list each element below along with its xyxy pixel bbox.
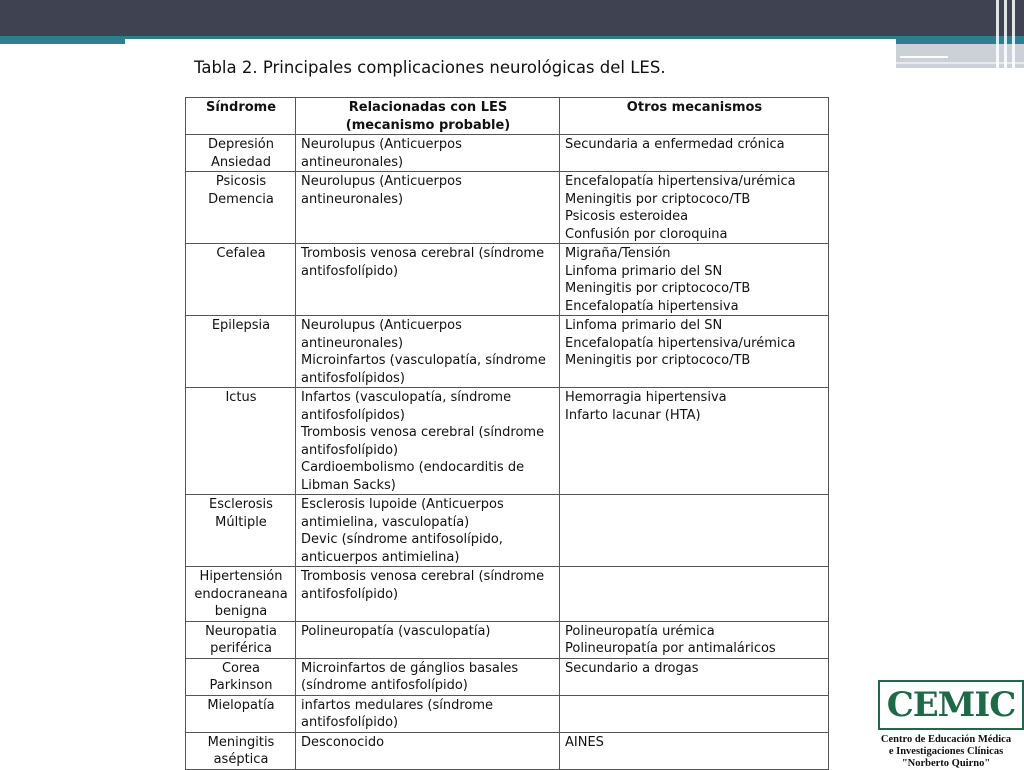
decorative-line — [900, 56, 948, 58]
decorative-vertical-line — [996, 0, 999, 68]
cell-other: Secundario a drogas — [560, 658, 829, 695]
cell-related: Trombosis venosa cerebral (síndrome antifosfolípido) — [296, 244, 560, 316]
table-row — [186, 621, 829, 658]
cell-other — [560, 567, 829, 622]
cell-other — [560, 695, 829, 732]
cell-other: AINES — [560, 732, 829, 769]
cell-other: Hemorragia hipertensiva Infarto lacunar (HTA) — [560, 388, 829, 495]
cell-other: Secundaria a enfermedad crónica — [560, 135, 829, 172]
cell-related: Esclerosis lupoide (Anticuerpos antimielina, vasculopatía) Devic (síndrome antifosolípido, anticuerpos antimielina) — [296, 495, 560, 567]
table-row — [186, 495, 829, 567]
cell-related: Neurolupus (Anticuerpos antineuronales) — [296, 135, 560, 172]
table-row — [186, 135, 829, 172]
cell-syndrome: Corea Parkinson — [186, 658, 296, 695]
header-related: Relacionadas con LES (mecanismo probable) — [296, 98, 560, 135]
header-other: Otros mecanismos — [560, 98, 829, 135]
table-row — [186, 316, 829, 388]
header-syndrome: Síndrome — [186, 98, 296, 135]
table-row — [186, 244, 829, 316]
decorative-vertical-line — [1012, 0, 1015, 68]
cell-other: Polineuropatía urémica Polineuropatía por antimaláricos — [560, 621, 829, 658]
cell-related: Desconocido — [296, 732, 560, 769]
cell-syndrome: Depresión Ansiedad — [186, 135, 296, 172]
cell-syndrome: Neuropatia periférica — [186, 621, 296, 658]
cell-syndrome: Epilepsia — [186, 316, 296, 388]
cell-syndrome: Esclerosis Múltiple — [186, 495, 296, 567]
cell-related: Neurolupus (Anticuerpos antineuronales) Microinfartos (vasculopatía, síndrome antifosfolípidos) — [296, 316, 560, 388]
logo-wordmark: CEMIC — [886, 685, 1016, 725]
cell-other — [560, 495, 829, 567]
cell-syndrome: Ictus — [186, 388, 296, 495]
complications-table — [185, 97, 829, 770]
table-row — [186, 172, 829, 244]
table-row — [186, 658, 829, 695]
table-row — [186, 695, 829, 732]
cell-syndrome: Psicosis Demencia — [186, 172, 296, 244]
table-row — [186, 567, 829, 622]
cell-related: infartos medulares (síndrome antifosfolípido) — [296, 695, 560, 732]
cell-related: Neurolupus (Anticuerpos antineuronales) — [296, 172, 560, 244]
decorative-vertical-line — [1004, 0, 1007, 68]
cell-related: Trombosis venosa cerebral (síndrome antifosfolípido) — [296, 567, 560, 622]
slide-top-bar — [0, 0, 1024, 36]
cemic-logo — [878, 680, 1024, 730]
cell-syndrome: Mielopatía — [186, 695, 296, 732]
table-row — [186, 388, 829, 495]
cell-related: Microinfartos de gánglios basales (síndrome antifosfolípido) — [296, 658, 560, 695]
cell-other: Linfoma primario del SN Encefalopatía hipertensiva/urémica Meningitis por criptococo/TB — [560, 316, 829, 388]
logo-caption: Centro de Educación Médica e Investigaciones Clínicas "Norberto Quirno" — [880, 734, 1012, 769]
cell-syndrome: Hipertensión endocraneana benigna — [186, 567, 296, 622]
table-row — [186, 732, 829, 769]
cell-syndrome: Meningitis aséptica — [186, 732, 296, 769]
cell-syndrome: Cefalea — [186, 244, 296, 316]
table-header-row — [186, 98, 829, 135]
cell-related: Polineuropatía (vasculopatía) — [296, 621, 560, 658]
cell-other: Encefalopatía hipertensiva/urémica Meningitis por criptococo/TB Psicosis esteroidea Confusión por cloroquina — [560, 172, 829, 244]
slide-title: Tabla 2. Principales complicaciones neurológicas del LES. — [194, 58, 666, 77]
cell-related: Infartos (vasculopatía, síndrome antifosfolípidos) Trombosis venosa cerebral (síndrome antifosfolípido) Cardioembolismo (endocarditis de Libman Sacks) — [296, 388, 560, 495]
cell-other: Migraña/Tensión Linfoma primario del SN Meningitis por criptococo/TB Encefalopatía hipertensiva — [560, 244, 829, 316]
